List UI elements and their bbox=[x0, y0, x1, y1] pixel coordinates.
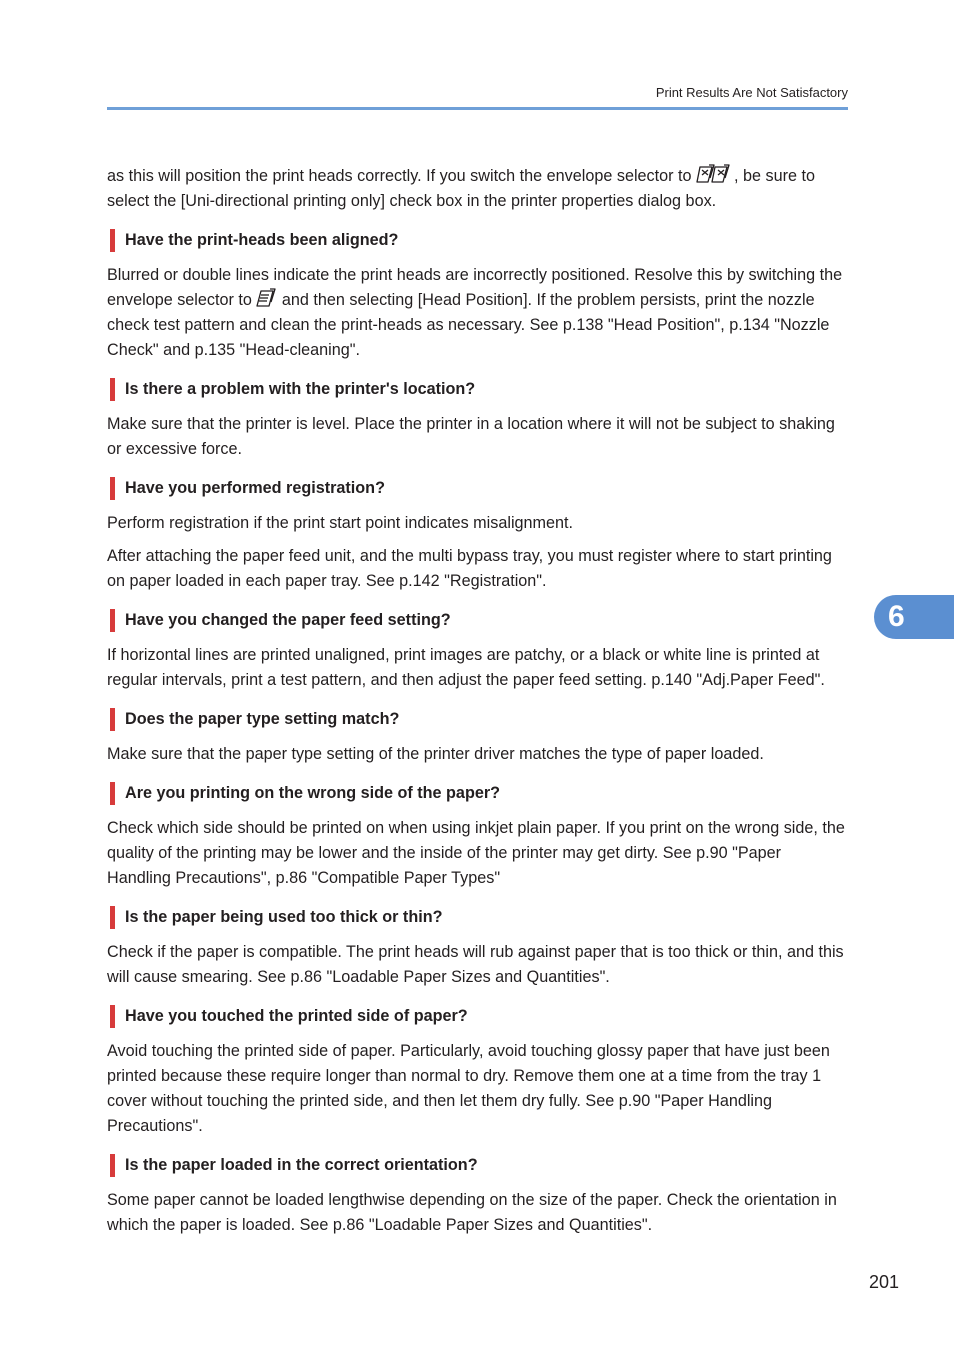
section-heading bbox=[107, 707, 849, 732]
section-body: Make sure that the paper type setting of the printer driver matches the type of paper loaded. bbox=[107, 745, 764, 763]
section-heading bbox=[107, 1153, 849, 1178]
envelope-selector-double-icon bbox=[696, 164, 734, 184]
section-heading-text: Is the paper being used too thick or thin? bbox=[125, 908, 443, 926]
section-heading bbox=[107, 228, 849, 253]
section-registration bbox=[107, 476, 849, 594]
section-heading bbox=[107, 781, 849, 806]
heading-marker bbox=[110, 477, 115, 500]
page-number: 201 bbox=[869, 1272, 900, 1292]
chapter-tab bbox=[874, 595, 954, 639]
heading-marker bbox=[110, 906, 115, 929]
section-heading-text: Have the print-heads been aligned? bbox=[125, 231, 399, 249]
section-wrong-side bbox=[107, 781, 849, 891]
intro-paragraph bbox=[107, 164, 849, 214]
section-paper-type-setting bbox=[107, 707, 849, 767]
section-paper-thickness bbox=[107, 905, 849, 990]
section-body-part2: and then selecting [Head Position]. If the problem persists, print the nozzle check test pattern and clean the print-heads as necessary. See p.138 "Head Position", p.134 "Nozzle Check" and p.135 "Head-cleaning". bbox=[107, 291, 830, 359]
heading-marker bbox=[110, 782, 115, 805]
intro-text-part1: as this will position the print heads correctly. If you switch the envelope selector to bbox=[107, 167, 697, 185]
section-heading-text: Are you printing on the wrong side of the paper? bbox=[125, 784, 501, 802]
chapter-number: 6 bbox=[888, 600, 905, 633]
envelope-selector-single-icon bbox=[256, 288, 277, 308]
section-heading-text: Have you performed registration? bbox=[125, 479, 385, 497]
section-body: Some paper cannot be loaded lengthwise depending on the size of the paper. Check the orientation in which the paper is loaded. See p.86 "Loadable Paper Sizes and Quantities". bbox=[107, 1191, 837, 1234]
section-body: If horizontal lines are printed unaligned, print images are patchy, or a black or white line is printed at regular intervals, print a test pattern, and then adjust the paper feed setting. p.140 "Adj.Paper Feed". bbox=[107, 646, 825, 689]
section-body: Perform registration if the print start point indicates misalignment. bbox=[107, 514, 574, 532]
intro-text-part2: , be sure to select the [Uni-directional printing only] check box in the printer properties dialog box. bbox=[107, 167, 816, 210]
section-printer-location bbox=[107, 377, 849, 462]
page-content bbox=[107, 164, 849, 1252]
section-touched-printed-side bbox=[107, 1004, 849, 1139]
section-heading-text: Is the paper loaded in the correct orientation? bbox=[125, 1156, 478, 1174]
running-header: Print Results Are Not Satisfactory bbox=[655, 85, 848, 100]
header-rule bbox=[107, 107, 848, 110]
section-heading-text: Is there a problem with the printer's location? bbox=[125, 380, 476, 398]
section-body: After attaching the paper feed unit, and the multi bypass tray, you must register where to start printing on paper loaded in each paper tray. See p.142 "Registration". bbox=[107, 547, 832, 590]
heading-marker bbox=[110, 229, 115, 252]
section-body: Check if the paper is compatible. The print heads will rub against paper that is too thick or thin, and this will cause smearing. See p.86 "Loadable Paper Sizes and Quantities". bbox=[107, 943, 844, 986]
section-body: Avoid touching the printed side of paper. Particularly, avoid touching glossy paper that have just been printed because these require longer than normal to dry. Remove them one at a time from the tray 1 cover without touching the printed side, and then let them dry fully. See p.90 "Paper Handling Precautions". bbox=[107, 1042, 830, 1135]
section-body-part1: Blurred or double lines indicate the print heads are incorrectly positioned. Resolve this by switching the envelope selector to bbox=[107, 266, 843, 309]
heading-marker bbox=[110, 1154, 115, 1177]
section-heading-text: Have you changed the paper feed setting? bbox=[125, 611, 451, 629]
section-body bbox=[107, 263, 849, 363]
section-body: Make sure that the printer is level. Place the printer in a location where it will not be subject to shaking or excessive force. bbox=[107, 415, 835, 458]
heading-marker bbox=[110, 378, 115, 401]
section-heading bbox=[107, 608, 849, 633]
section-paper-orientation bbox=[107, 1153, 849, 1238]
section-heading-text: Have you touched the printed side of paper? bbox=[125, 1007, 468, 1025]
heading-marker bbox=[110, 609, 115, 632]
section-heading bbox=[107, 476, 849, 501]
section-heading bbox=[107, 905, 849, 930]
section-heading bbox=[107, 1004, 849, 1029]
section-heading-text: Does the paper type setting match? bbox=[125, 710, 400, 728]
section-print-heads-aligned bbox=[107, 228, 849, 363]
heading-marker bbox=[110, 1005, 115, 1028]
heading-marker bbox=[110, 708, 115, 731]
section-heading bbox=[107, 377, 849, 402]
section-paper-feed-setting bbox=[107, 608, 849, 693]
section-body: Check which side should be printed on when using inkjet plain paper. If you print on the wrong side, the quality of the printing may be lower and the inside of the printer may get dirty. See p.90 "Paper Handling Precautions", p.86 "Compatible Paper Types" bbox=[107, 819, 845, 887]
